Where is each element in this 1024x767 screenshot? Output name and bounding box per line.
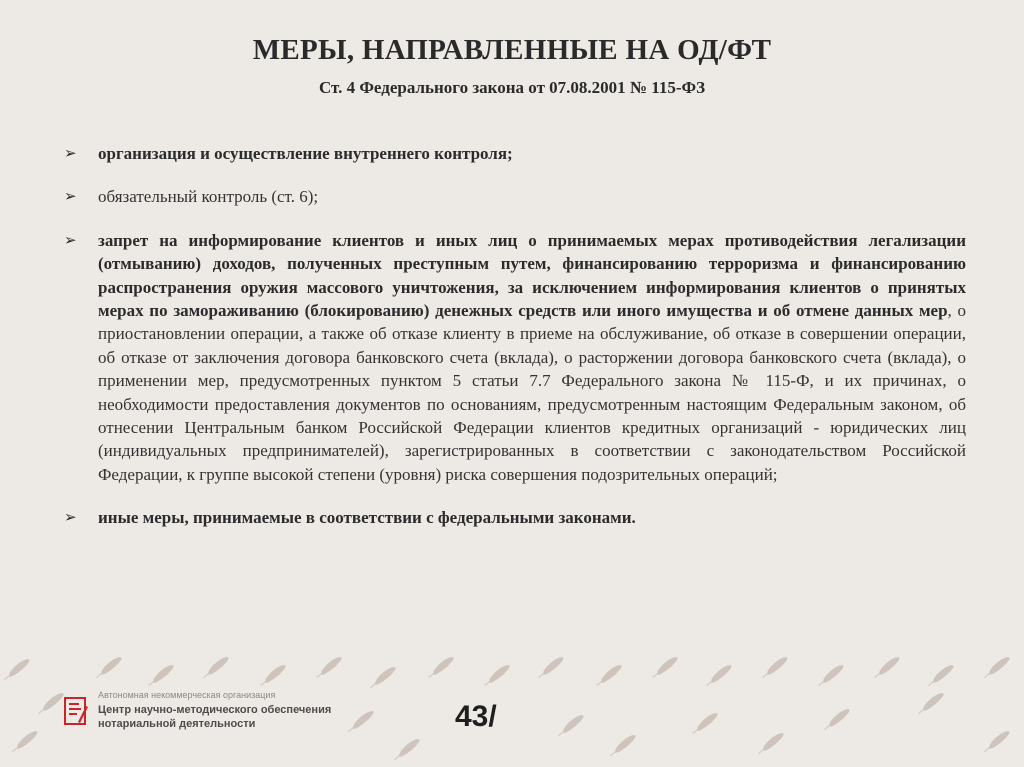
- feather-icon: [821, 662, 845, 684]
- logo-line-1: Центр научно-методического обеспечения: [98, 704, 332, 716]
- feather-icon: [921, 690, 945, 712]
- feather-icon: [99, 654, 123, 676]
- feather-icon: [695, 710, 719, 732]
- feather-icon: [206, 654, 230, 676]
- feather-icon: [7, 656, 31, 678]
- bullet-text-bold: иные меры, принимаемые в соответствии с федеральными законами.: [98, 508, 636, 528]
- feather-icon: [561, 712, 585, 734]
- feather-icon: [987, 654, 1011, 676]
- slide-title: МЕРЫ, НАПРАВЛЕННЫЕ НА ОД/ФТ: [252, 34, 772, 66]
- feather-icon: [541, 654, 565, 676]
- feather-icon: [41, 690, 65, 712]
- arrow-bullet-icon: ➢: [64, 144, 77, 162]
- feather-icon: [613, 732, 637, 754]
- page-number: 43/: [455, 700, 497, 733]
- feather-icon: [431, 654, 455, 676]
- feather-icon: [151, 662, 175, 684]
- logo-line-2: нотариальной деятельности: [98, 718, 256, 730]
- list-item: [62, 142, 966, 165]
- feather-icon: [877, 654, 901, 676]
- feather-icon: [931, 662, 955, 684]
- feather-icon: [827, 706, 851, 728]
- bullet-text-bold: организация и осуществление внутреннего контроля;: [98, 144, 513, 163]
- bullet-text: обязательный контроль (ст. 6);: [98, 187, 319, 207]
- feather-icon: [765, 654, 789, 676]
- bullet-list: [62, 142, 966, 530]
- list-item: [62, 506, 966, 529]
- feather-icon: [709, 662, 733, 684]
- arrow-bullet-icon: ➢: [64, 230, 77, 249]
- feather-icon: [15, 728, 39, 750]
- arrow-bullet-icon: ➢: [64, 187, 77, 206]
- feather-icon: [761, 730, 785, 752]
- bullet-text: , о приостановлении операции, а также об отказе клиенту в приеме на обслуживание, об отказе в совершении операции, об отказе от заключения договора банковского счета (вклада), о расторжении договора банковского счета (вклада), о применении мер, предусмотренных пунктом 5 статьи 7.7 Федерального закона № 115-Ф, и их причинах, о необходимости предоставления документов по основаниям, предусмотренным настоящим Федеральным законом, об отнесении Центральным банком Российской Федерации клиентов кредитных организаций - юридических лиц (индивидуальных предпринимателей), зарегистрированных в соответствии с законодательством Российской Федерации, к группе высокой степени (уровня) риска совершения подозрительных операций;: [98, 301, 967, 484]
- feather-icon: [655, 654, 679, 676]
- feather-icon: [397, 736, 421, 758]
- feather-icon: [487, 662, 511, 684]
- bullet-text-bold: запрет на информирование клиентов и иных лиц о принимаемых мерах противодействия легализации (отмыванию) доходов, полученных преступным путем, финансированию терроризма и финансированию распространения оружия массового уничтожения, за исключением информирования клиентов о принятых мерах по замораживанию (блокированию) денежных средств или иного имущества и об отмене данных мер: [98, 230, 966, 321]
- list-item: [62, 185, 966, 208]
- slide-subtitle: Ст. 4 Федерального закона от 07.08.2001 № 115-ФЗ: [318, 78, 706, 97]
- list-item: [62, 229, 966, 486]
- feather-icon: [599, 662, 623, 684]
- feather-icon: [373, 664, 397, 686]
- notary-logo-icon: [64, 696, 88, 726]
- organization-logo: [64, 690, 332, 740]
- feather-icon: [319, 654, 343, 676]
- feather-icon: [987, 728, 1011, 750]
- feather-icon: [263, 662, 287, 684]
- arrow-bullet-icon: ➢: [64, 508, 77, 527]
- feather-icon: [351, 708, 375, 730]
- logo-org-type: Автономная некоммерческая организация: [98, 690, 276, 700]
